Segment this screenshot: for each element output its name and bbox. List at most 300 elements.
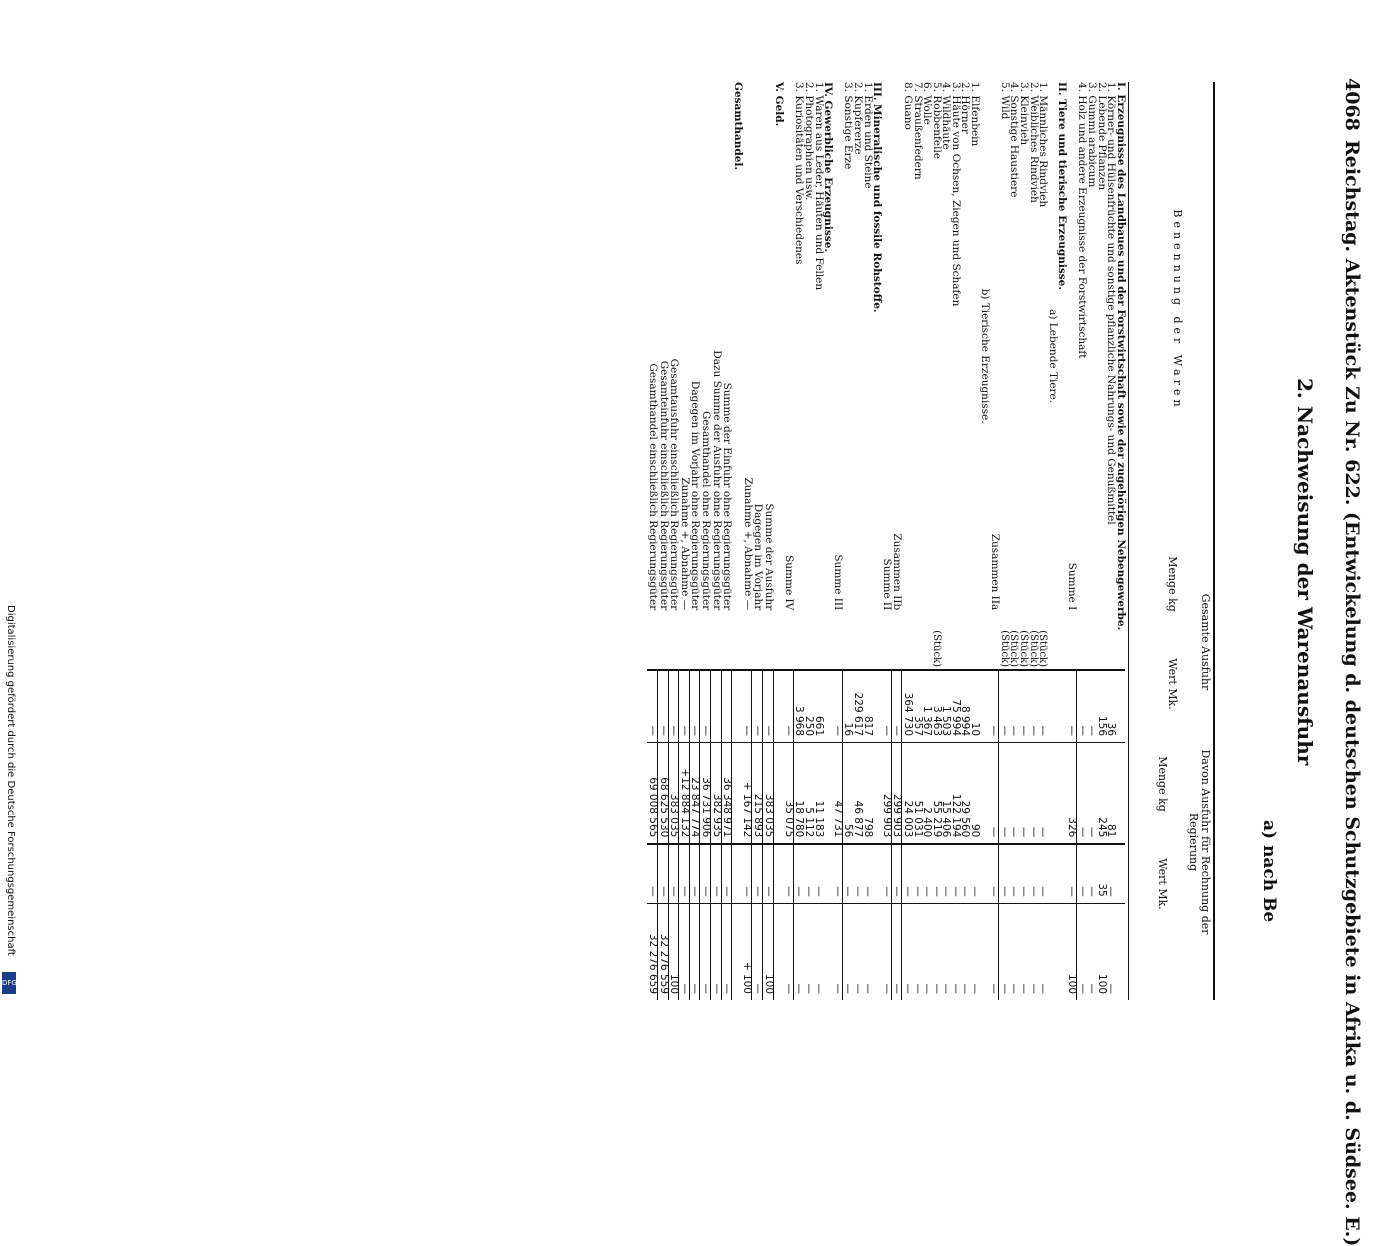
- goods-label: 6. Wolle: [921, 82, 934, 125]
- qty-cell: —: [648, 670, 658, 743]
- gov-value-cell: —: [783, 903, 793, 1000]
- qty-cell: 36: [1106, 670, 1116, 743]
- goods-label: 4. Sonstige Haustiere: [1008, 82, 1021, 198]
- goods-label: 2. Kupfererze: [851, 82, 864, 155]
- value-cell: 81: [1106, 743, 1116, 845]
- gov-value-cell: [773, 903, 783, 1000]
- qty-cell: —: [1038, 670, 1048, 743]
- value-cell: 68 625 530: [658, 743, 669, 845]
- unit-label: (Stück): [1008, 630, 1020, 668]
- table-row: [950, 82, 960, 1000]
- qty-cell: [732, 670, 742, 743]
- qty-cell: 1 367: [922, 670, 932, 743]
- value-cell: —: [989, 743, 999, 845]
- gov-qty-cell: —: [763, 844, 774, 903]
- col-value-header: Wert Mk.: [1166, 658, 1179, 710]
- qty-cell: 661: [813, 670, 823, 743]
- unit-label: [732, 630, 742, 670]
- goods-label: Summe III: [832, 554, 845, 611]
- goods-label: Gesamthandel ohne Regierungsgüter: [700, 410, 713, 611]
- unit-label: (Stück): [930, 630, 942, 668]
- qty-cell: —: [700, 670, 711, 743]
- gov-value-cell: —: [912, 903, 922, 1000]
- gov-value-cell: —: [999, 903, 1009, 1000]
- qty-cell: [1057, 670, 1067, 743]
- value-cell: 382 935: [711, 743, 722, 845]
- goods-label: IV. Gewerbliche Erzeugnisse.: [822, 82, 835, 253]
- goods-label: 5. Wild: [998, 82, 1011, 120]
- unit-label: [823, 630, 833, 670]
- qty-cell: —: [1018, 670, 1028, 743]
- table-row: [931, 82, 941, 1000]
- gov-value-cell: —: [960, 903, 970, 1000]
- goods-label: 3. Kuriositäten und Verschiedenes: [793, 82, 806, 265]
- qty-cell: —: [1028, 670, 1038, 743]
- value-cell: —: [1018, 743, 1028, 845]
- unit-label: (Stück): [1018, 630, 1030, 668]
- unit-label: [793, 630, 803, 670]
- unit-label: [1066, 630, 1076, 670]
- table-row: [689, 82, 700, 1000]
- gov-qty-cell: —: [891, 844, 902, 903]
- qty-cell: —: [1077, 670, 1087, 743]
- page-number: 4068: [1341, 78, 1363, 131]
- value-cell: 5 112: [803, 743, 813, 845]
- qty-cell: —: [891, 670, 902, 743]
- table-row: [891, 82, 902, 1000]
- goods-label: 1. Männliches Rindvieh: [1037, 82, 1050, 208]
- value-cell: 47 731: [832, 743, 842, 845]
- value-cell: 326: [1066, 743, 1076, 845]
- qty-cell: —: [689, 670, 700, 743]
- table-row: [648, 82, 658, 1000]
- gov-value-cell: [732, 903, 742, 1000]
- table-row: [742, 82, 752, 1000]
- qty-cell: 250: [803, 670, 813, 743]
- value-cell: 56: [842, 743, 852, 845]
- header-bottom-rule: [1128, 82, 1129, 1000]
- gov-value-cell: —: [970, 903, 980, 1000]
- gov-qty-cell: —: [960, 844, 970, 903]
- unit-label: [979, 630, 989, 670]
- gov-qty-cell: —: [970, 844, 980, 903]
- unit-label: [668, 630, 679, 670]
- gov-value-cell: —: [852, 903, 862, 1000]
- unit-label: [1115, 630, 1125, 670]
- table-row: [763, 82, 774, 1000]
- table-row: [1077, 82, 1087, 1000]
- gov-value-cell: —: [689, 903, 700, 1000]
- value-cell: 18 780: [793, 743, 803, 845]
- unit-label: [803, 630, 813, 670]
- col-gov-export-header: Davon Ausfuhr für Rechnung der Regierung: [1187, 749, 1212, 935]
- qty-cell: 8 994: [960, 670, 970, 743]
- value-cell: 69 008 565: [648, 743, 658, 845]
- value-cell: —: [1038, 743, 1048, 845]
- col-value2-header: Wert Mk.: [1156, 858, 1169, 910]
- unit-label: [1096, 630, 1106, 670]
- gov-value-cell: 100: [763, 903, 774, 1000]
- gov-qty-cell: —: [689, 844, 700, 903]
- gov-value-cell: —: [881, 903, 891, 1000]
- gov-qty-cell: —: [1028, 844, 1038, 903]
- gov-value-cell: —: [832, 903, 842, 1000]
- unit-label: [689, 630, 700, 670]
- gov-value-cell: —: [842, 903, 852, 1000]
- table-row: [813, 82, 823, 1000]
- table-row: [902, 82, 912, 1000]
- col-total-export-header: Gesamte Ausfuhr: [1199, 593, 1212, 691]
- gov-value-cell: —: [679, 903, 690, 1000]
- table-row: [970, 82, 980, 1000]
- unit-label: [658, 630, 669, 670]
- gov-value-cell: —: [1106, 903, 1116, 1000]
- unit-label: [970, 630, 980, 670]
- goods-table: [648, 82, 1126, 1000]
- value-cell: 55 219: [931, 743, 941, 845]
- value-cell: 36 731 906: [700, 743, 711, 845]
- goods-label: 4. Wildhäute: [940, 82, 953, 150]
- gov-qty-cell: —: [783, 844, 793, 903]
- qty-cell: —: [668, 670, 679, 743]
- value-cell: 299 903: [881, 743, 891, 845]
- value-cell: 122 194: [950, 743, 960, 845]
- goods-label: 3. Sonstige Erze: [842, 82, 855, 170]
- gov-qty-cell: —: [852, 844, 862, 903]
- gov-qty-cell: —: [668, 844, 679, 903]
- gov-qty-cell: —: [931, 844, 941, 903]
- gov-value-cell: —: [922, 903, 932, 1000]
- value-cell: +12 884 132: [679, 743, 690, 845]
- goods-label: Summe der Ausfuhr: [762, 503, 775, 611]
- goods-label: 5. Robbenfelle: [930, 82, 943, 160]
- value-cell: —: [1087, 743, 1097, 845]
- gov-qty-cell: —: [832, 844, 842, 903]
- gov-qty-cell: —: [999, 844, 1009, 903]
- table-row: [862, 82, 872, 1000]
- unit-label: [742, 630, 752, 670]
- unit-label: [950, 630, 960, 670]
- unit-label: [941, 630, 951, 670]
- table-row: [872, 82, 882, 1000]
- gov-qty-cell: —: [711, 844, 722, 903]
- digitization-text: Digitalisierung gefördert durch die Deutsche Forschungsgemeinschaft: [5, 605, 16, 956]
- goods-label: Zusammen IIa: [988, 533, 1001, 611]
- value-cell: 23 847 774: [689, 743, 700, 845]
- unit-label: [832, 630, 842, 670]
- gov-qty-cell: —: [752, 844, 763, 903]
- qty-cell: —: [742, 670, 752, 743]
- value-cell: 51 031: [912, 743, 922, 845]
- gov-value-cell: —: [1038, 903, 1048, 1000]
- goods-label: Gesamthandel.: [731, 82, 744, 171]
- value-cell: 36 348 971: [721, 743, 732, 845]
- unit-label: [872, 630, 882, 670]
- unit-label: [711, 630, 722, 670]
- table-row: [941, 82, 951, 1000]
- unit-label: [842, 630, 852, 670]
- gov-qty-cell: —: [912, 844, 922, 903]
- table-row: [711, 82, 722, 1000]
- table-row: [1087, 82, 1097, 1000]
- gov-qty-cell: —: [1066, 844, 1076, 903]
- sub-heading: a) nach Be: [1259, 820, 1279, 923]
- qty-cell: 364 730: [902, 670, 912, 743]
- table-row: [1009, 82, 1019, 1000]
- unit-label: [1106, 630, 1116, 670]
- goods-label: 3. Gummi arabicum: [1086, 82, 1099, 188]
- qty-cell: 357: [912, 670, 922, 743]
- qty-cell: —: [1066, 670, 1076, 743]
- gov-value-cell: —: [711, 903, 722, 1000]
- section-heading: 2. Nachweisung der Warenausfuhr: [1293, 378, 1317, 766]
- value-cell: 11 183: [813, 743, 823, 845]
- goods-label: Gesamtausfuhr einschließlich Regierungsgüter: [668, 358, 681, 611]
- value-cell: 245: [1096, 743, 1106, 845]
- gov-qty-cell: —: [648, 844, 658, 903]
- col-qty-header: Menge kg: [1166, 556, 1179, 612]
- table-row: [1106, 82, 1116, 1000]
- col-qty2-header: Menge kg: [1156, 756, 1169, 812]
- goods-label: 8. Guano: [901, 82, 914, 130]
- gov-value-cell: —: [862, 903, 872, 1000]
- value-cell: —: [1009, 743, 1019, 845]
- value-cell: 29 560: [960, 743, 970, 845]
- unit-label: [1057, 630, 1067, 670]
- unit-label: [989, 630, 999, 670]
- gov-qty-cell: —: [922, 844, 932, 903]
- table-row: [668, 82, 679, 1000]
- gov-value-cell: —: [1087, 903, 1097, 1000]
- gov-value-cell: —: [1077, 903, 1087, 1000]
- gov-value-cell: —: [891, 903, 902, 1000]
- unit-label: [902, 630, 912, 670]
- unit-label: [679, 630, 690, 670]
- qty-cell: 156: [1096, 670, 1106, 743]
- value-cell: 215 893: [752, 743, 763, 845]
- value-cell: 46 877: [852, 743, 862, 845]
- goods-label: Summe IV: [783, 555, 796, 611]
- gov-qty-cell: [1057, 844, 1067, 903]
- unit-label: (Stück): [998, 630, 1010, 668]
- gov-qty-cell: —: [658, 844, 669, 903]
- table-row: [721, 82, 732, 1000]
- value-cell: 383 035: [763, 743, 774, 845]
- qty-cell: 10: [970, 670, 980, 743]
- goods-label: V. Geld.: [772, 82, 785, 127]
- goods-label: Summe I: [1066, 562, 1079, 611]
- qty-cell: —: [783, 670, 793, 743]
- value-cell: [732, 743, 742, 845]
- gov-value-cell: —: [1009, 903, 1019, 1000]
- goods-label: 1. Erden und Steine: [861, 82, 874, 189]
- value-cell: 299 903: [891, 743, 902, 845]
- unit-label: [721, 630, 732, 670]
- gov-value-cell: —: [793, 903, 803, 1000]
- gov-qty-cell: —: [803, 844, 813, 903]
- goods-label: 1. Körner- und Hülsenfrüchte und sonstige pflanzliche Nahrungs- und Genußmittel: [1105, 82, 1118, 525]
- qty-cell: 1 503: [941, 670, 951, 743]
- qty-cell: 229 617: [852, 670, 862, 743]
- qty-cell: —: [763, 670, 774, 743]
- unit-label: [783, 630, 793, 670]
- value-cell: —: [999, 743, 1009, 845]
- qty-cell: 3 968: [793, 670, 803, 743]
- gov-value-cell: —: [950, 903, 960, 1000]
- gov-value-cell: —: [721, 903, 732, 1000]
- unit-label: (Stück): [1027, 630, 1039, 668]
- unit-label: [1087, 630, 1097, 670]
- qty-cell: —: [832, 670, 842, 743]
- gov-qty-cell: [732, 844, 742, 903]
- goods-table-body: [648, 82, 1126, 1000]
- value-cell: + 167 142: [742, 743, 752, 845]
- value-cell: 798: [862, 743, 872, 845]
- header-top-rule: [1213, 82, 1215, 1000]
- value-cell: 383 035: [668, 743, 679, 845]
- value-cell: [773, 743, 783, 845]
- gov-qty-cell: —: [989, 844, 999, 903]
- qty-cell: —: [679, 670, 690, 743]
- goods-label: 2. Weibliches Rindvieh: [1027, 82, 1040, 203]
- gov-value-cell: [1057, 903, 1067, 1000]
- goods-label: 3. Häute von Ochsen, Ziegen und Schafen: [949, 82, 962, 307]
- unit-label: [813, 630, 823, 670]
- table-row: [700, 82, 711, 1000]
- goods-label: Dagegen im Vorjahr: [752, 503, 765, 611]
- goods-label: Zusammen IIb: [891, 533, 904, 611]
- gov-value-cell: —: [803, 903, 813, 1000]
- running-title: Reichstag. Aktenstück Zu Nr. 622. (Entwickelung d. deutschen Schutzgebiete in Afrika u. d. Südsee. E.): [1341, 140, 1363, 1246]
- gov-qty-cell: —: [1009, 844, 1019, 903]
- gov-qty-cell: 35: [1096, 844, 1106, 903]
- table-row: [1038, 82, 1048, 1000]
- gov-qty-cell: —: [902, 844, 912, 903]
- gov-qty-cell: —: [1106, 844, 1116, 903]
- value-cell: 24 003: [902, 743, 912, 845]
- goods-label: 3. Kleinvieh: [1018, 82, 1031, 146]
- table-row: [1028, 82, 1038, 1000]
- goods-label: 7. Straußenfedern: [911, 82, 924, 180]
- unit-label: [1047, 630, 1057, 670]
- goods-label: 2. Hörner: [959, 82, 972, 134]
- gov-value-cell: —: [700, 903, 711, 1000]
- goods-label: a) Lebende Tiere.: [1046, 309, 1059, 404]
- gov-qty-cell: [773, 844, 783, 903]
- unit-label: [922, 630, 932, 670]
- goods-label: II. Tiere und tierische Erzeugnisse.: [1056, 82, 1069, 291]
- gov-value-cell: —: [813, 903, 823, 1000]
- gov-qty-cell: —: [679, 844, 690, 903]
- goods-label: Summe II: [881, 558, 893, 611]
- unit-label: [648, 630, 658, 670]
- gov-qty-cell: —: [881, 844, 891, 903]
- value-cell: —: [1028, 743, 1038, 845]
- gov-value-cell: —: [1018, 903, 1028, 1000]
- qty-cell: —: [752, 670, 763, 743]
- goods-label: 2. Photographien usw.: [803, 82, 815, 201]
- gov-value-cell: 32 276 659: [648, 903, 658, 1000]
- value-cell: —: [1077, 743, 1087, 845]
- gov-qty-cell: —: [1018, 844, 1028, 903]
- table-row: [1047, 82, 1057, 1000]
- table-row: [658, 82, 669, 1000]
- table-row: [1096, 82, 1106, 1000]
- table-row: [922, 82, 932, 1000]
- goods-label: Gesamteinfuhr einschließlich Regierungsgüter: [657, 360, 670, 611]
- qty-cell: 817: [862, 670, 872, 743]
- digitization-note: [2, 605, 16, 995]
- qty-cell: —: [881, 670, 891, 743]
- unit-label: [960, 630, 970, 670]
- unit-label: [752, 630, 763, 670]
- table-row: [679, 82, 690, 1000]
- goods-label: Zunahme +, Abnahme —: [678, 477, 691, 611]
- gov-value-cell: —: [989, 903, 999, 1000]
- table-row: [1018, 82, 1028, 1000]
- qty-cell: [711, 670, 722, 743]
- value-cell: 90: [970, 743, 980, 845]
- gov-value-cell: —: [1028, 903, 1038, 1000]
- table-row: [912, 82, 922, 1000]
- qty-cell: —: [1009, 670, 1019, 743]
- gov-qty-cell: —: [793, 844, 803, 903]
- qty-cell: —: [999, 670, 1009, 743]
- unit-label: (Stück): [1037, 630, 1049, 668]
- gov-value-cell: 100: [1096, 903, 1106, 1000]
- unit-label: [763, 630, 774, 670]
- goods-label: b) Tierische Erzeugnisse.: [978, 288, 991, 424]
- unit-label: [862, 630, 872, 670]
- value-cell: 2 400: [922, 743, 932, 845]
- gov-qty-cell: —: [813, 844, 823, 903]
- goods-label: Dagegen im Vorjahr ohne Regierungsgüter: [689, 380, 702, 611]
- goods-label: 1. Waren aus Leder, Häuten und Fellen: [812, 82, 825, 291]
- qty-cell: —: [1087, 670, 1097, 743]
- goods-label: 2. Lebende Pflanzen: [1095, 82, 1108, 191]
- value-cell: 15 406: [941, 743, 951, 845]
- unit-label: [852, 630, 862, 670]
- gov-value-cell: 100: [668, 903, 679, 1000]
- gov-qty-cell: —: [1038, 844, 1048, 903]
- gov-qty-cell: —: [950, 844, 960, 903]
- goods-label: III. Mineralische und fossile Rohstoffe.: [871, 82, 884, 313]
- goods-label: 4. Holz und andere Erzeugnisse der Forstwirtschaft: [1076, 82, 1089, 359]
- value-cell: [1057, 743, 1067, 845]
- qty-cell: 3 463: [931, 670, 941, 743]
- goods-label: I. Erzeugnisse des Landbaues und der Forstwirtschaft sowie der zugehörigen Nebengewerbe.: [1115, 82, 1127, 631]
- gov-qty-cell: —: [742, 844, 752, 903]
- unit-label: [881, 630, 891, 670]
- gov-qty-cell: —: [1087, 844, 1097, 903]
- qty-cell: —: [658, 670, 669, 743]
- col-goods-header: Benennung der Waren: [1171, 209, 1184, 411]
- table-row: [852, 82, 862, 1000]
- unit-label: [912, 630, 922, 670]
- qty-cell: [773, 670, 783, 743]
- table-row: [989, 82, 999, 1000]
- goods-label: Summe der Einfuhr ohne Regierungsgüter: [721, 382, 734, 611]
- gov-value-cell: —: [931, 903, 941, 1000]
- gov-value-cell: + 100: [742, 903, 752, 1000]
- gov-value-cell: 32 276 559: [658, 903, 669, 1000]
- table-row: [783, 82, 793, 1000]
- unit-label: [891, 630, 902, 670]
- gov-qty-cell: —: [700, 844, 711, 903]
- gov-value-cell: —: [752, 903, 763, 1000]
- qty-cell: —: [989, 670, 999, 743]
- qty-cell: 75 994: [950, 670, 960, 743]
